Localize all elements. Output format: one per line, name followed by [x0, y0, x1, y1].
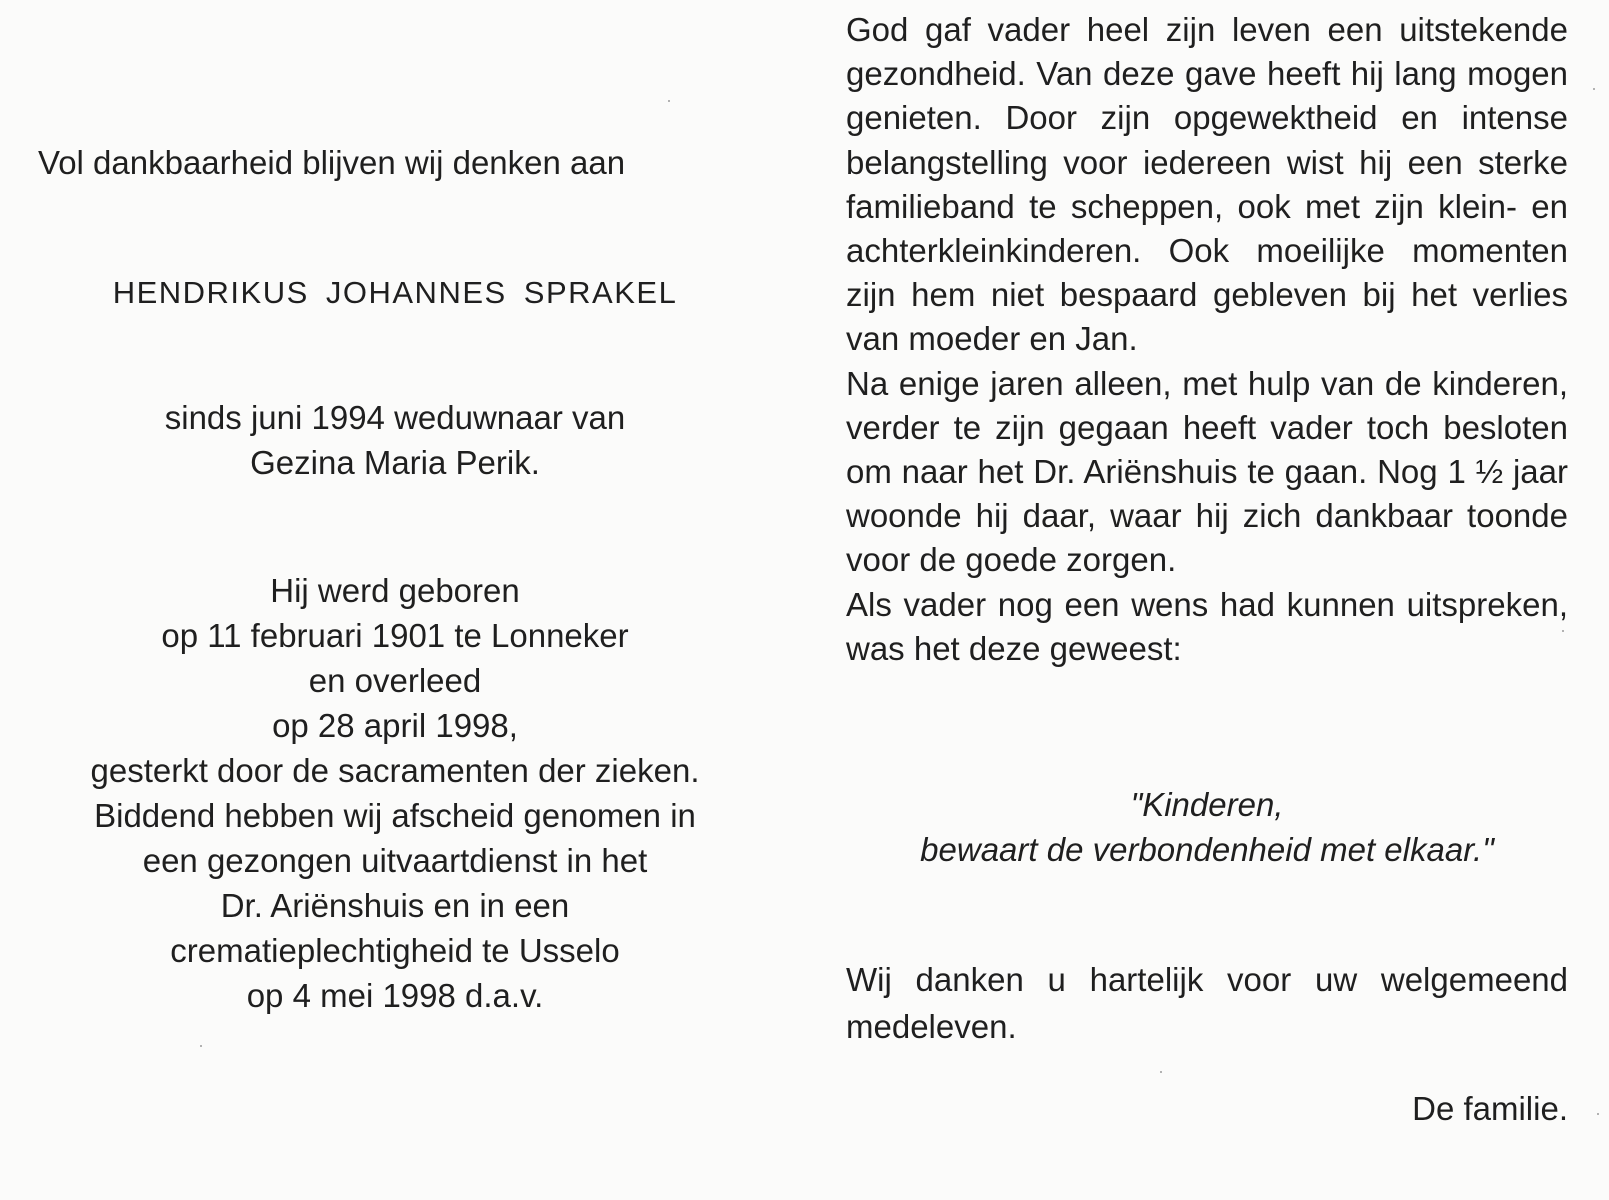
- thanks-text: Wij danken u hartelijk voor uw welgemeend medeleven.: [846, 961, 1568, 1045]
- intro-text: Vol dankbaarheid blijven wij denken aan: [38, 144, 626, 181]
- life-line: Dr. Ariënshuis en in een: [220, 887, 570, 924]
- right-panel: [846, 8, 1568, 671]
- life-line: Biddend hebben wij afscheid genomen in: [94, 797, 696, 834]
- life-line: en overleed: [308, 662, 482, 699]
- widower-line: sinds juni 1994 weduwnaar van: [164, 399, 626, 436]
- birth-date-line: op 11 februari 1901 te Lonneker: [161, 617, 629, 654]
- scan-speck: [1160, 1071, 1162, 1073]
- quote-block: [846, 782, 1568, 872]
- life-line: gesterkt door de sacramenten der zieken.: [90, 752, 700, 789]
- life-details: [20, 568, 770, 1018]
- left-panel: [20, 0, 770, 1200]
- spouse-name: Gezina Maria Perik.: [250, 444, 540, 481]
- scan-speck: [200, 1045, 202, 1047]
- quote-line: "Kinderen,: [1130, 786, 1284, 823]
- life-line: crematieplechtigheid te Usselo: [170, 932, 620, 969]
- widower-block: [20, 395, 770, 485]
- scan-speck: [1597, 1113, 1599, 1115]
- scan-speck: [1593, 88, 1595, 90]
- death-date-line: op 28 april 1998,: [272, 707, 518, 744]
- signature: De familie.: [1412, 1090, 1568, 1127]
- scan-speck: [668, 100, 670, 102]
- paragraph-wish: Als vader nog een wens had kunnen uitspreken, was het deze geweest:: [846, 585, 1568, 667]
- deceased-name: HENDRIKUS JOHANNES SPRAKEL: [112, 275, 678, 310]
- quote-line: bewaart de verbondenheid met elkaar.": [920, 831, 1494, 868]
- funeral-date-line: op 4 mei 1998 d.a.v.: [246, 977, 544, 1014]
- life-line: een gezongen uitvaartdienst in het: [142, 842, 648, 879]
- paragraph-arienshuis: Na enige jaren alleen, met hulp van de kinderen, verder te zijn gegaan heeft vader toch besloten om naar het Dr. Ariënshuis te gaan. Nog 1 ½ jaar woonde hij daar, waar hij zich dankbaar toonde voor de goede zorgen.: [846, 364, 1568, 579]
- scan-speck: [1562, 630, 1564, 632]
- paragraph-health: God gaf vader heel zijn leven een uitstekende gezondheid. Van deze gave heeft hij lang mogen genieten. Door zijn opgewektheid en intense belangstelling voor iedereen wist hij een sterke familieband te scheppen, ook met zijn klein- en achterkleinkinderen. Ook moeilijke momenten zijn hem niet bespaard gebleven bij het verlies van moeder en Jan.: [846, 11, 1568, 358]
- life-line: Hij werd geboren: [270, 572, 520, 609]
